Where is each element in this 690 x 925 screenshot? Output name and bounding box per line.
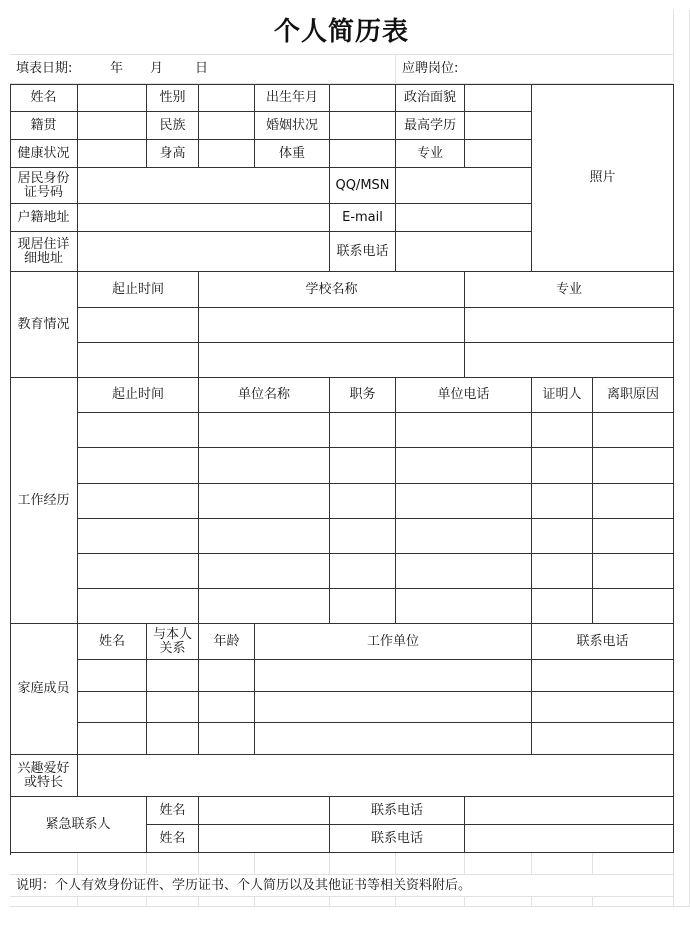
emergency-phone-label: 联系电话 (330, 825, 465, 853)
work-input[interactable] (330, 589, 396, 624)
position-label: 应聘岗位: (396, 55, 674, 84)
label-email: E-mail (330, 204, 396, 232)
date-label: 日 (195, 61, 209, 76)
hobby-label: 兴趣爱好 或特长 (10, 755, 78, 797)
work-input[interactable] (593, 519, 674, 554)
education-header: 专业 (465, 272, 674, 308)
label-qq: QQ/MSN (330, 168, 396, 204)
work-input[interactable] (593, 448, 674, 484)
label-native: 籍贯 (10, 112, 78, 140)
emergency-name-label: 姓名 (147, 797, 199, 825)
work-input[interactable] (593, 484, 674, 519)
family-input[interactable] (199, 723, 255, 755)
work-label: 工作经历 (10, 378, 78, 624)
empty-sheet-cell[interactable] (532, 853, 593, 875)
family-header: 与本人 关系 (147, 624, 199, 660)
hukou-input[interactable] (78, 204, 330, 232)
education-input[interactable] (465, 308, 674, 343)
work-input[interactable] (199, 519, 330, 554)
qq-input[interactable] (396, 168, 532, 204)
work-input[interactable] (396, 413, 532, 448)
label-birth: 出生年月 (255, 84, 330, 112)
fill-date-row (10, 55, 396, 84)
family-input[interactable] (147, 723, 199, 755)
work-input[interactable] (330, 484, 396, 519)
empty-sheet-column[interactable] (674, 10, 690, 907)
emergency-label: 紧急联系人 (10, 797, 147, 853)
work-input[interactable] (532, 519, 593, 554)
gender-input[interactable] (199, 84, 255, 112)
family-input[interactable] (255, 723, 532, 755)
family-input[interactable] (532, 692, 674, 723)
date-label: 月 (150, 61, 164, 76)
family-header: 年龄 (199, 624, 255, 660)
hobby-input[interactable] (78, 755, 674, 797)
empty-sheet-cell[interactable] (78, 853, 147, 875)
emergency-phone-label: 联系电话 (330, 797, 465, 825)
work-input[interactable] (593, 554, 674, 589)
empty-sheet-cell[interactable] (593, 897, 674, 907)
birth-input[interactable] (330, 84, 396, 112)
empty-sheet-cell[interactable] (255, 897, 330, 907)
empty-sheet-cell[interactable] (396, 853, 465, 875)
empty-sheet-cell[interactable] (147, 897, 199, 907)
work-input[interactable] (532, 554, 593, 589)
work-input[interactable] (199, 448, 330, 484)
major-input[interactable] (465, 140, 532, 168)
work-input[interactable] (396, 589, 532, 624)
work-input[interactable] (396, 484, 532, 519)
education-input[interactable] (465, 112, 532, 140)
emergency-name-input[interactable] (199, 825, 330, 853)
work-input[interactable] (330, 554, 396, 589)
family-input[interactable] (532, 723, 674, 755)
label-address: 现居住详 细地址 (10, 232, 78, 272)
work-input[interactable] (396, 519, 532, 554)
emergency-name-label: 姓名 (147, 825, 199, 853)
label-hukou: 户籍地址 (10, 204, 78, 232)
empty-sheet-cell[interactable] (78, 897, 147, 907)
empty-sheet-cell[interactable] (199, 897, 255, 907)
label-weight: 体重 (255, 140, 330, 168)
work-header: 起止时间 (78, 378, 199, 413)
family-input[interactable] (199, 692, 255, 723)
work-input[interactable] (532, 484, 593, 519)
work-header: 单位电话 (396, 378, 532, 413)
ethnic-input[interactable] (199, 112, 255, 140)
phone-input[interactable] (396, 232, 532, 272)
label-education: 最高学历 (396, 112, 465, 140)
empty-sheet-cell[interactable] (199, 853, 255, 875)
empty-sheet-cell[interactable] (330, 897, 396, 907)
family-input[interactable] (78, 692, 147, 723)
label-health: 健康状况 (10, 140, 78, 168)
empty-sheet-cell[interactable] (532, 897, 593, 907)
work-header: 单位名称 (199, 378, 330, 413)
label-phone: 联系电话 (330, 232, 396, 272)
work-header: 职务 (330, 378, 396, 413)
email-input[interactable] (396, 204, 532, 232)
id_number-input[interactable] (78, 168, 330, 204)
label-height: 身高 (147, 140, 199, 168)
work-input[interactable] (532, 589, 593, 624)
education-header: 起止时间 (78, 272, 199, 308)
label-marital: 婚姻状况 (255, 112, 330, 140)
work-input[interactable] (78, 448, 199, 484)
work-input[interactable] (396, 448, 532, 484)
marital-input[interactable] (330, 112, 396, 140)
education-header: 学校名称 (199, 272, 465, 308)
photo-cell: 照片 (532, 84, 674, 272)
empty-sheet-cell[interactable] (465, 897, 532, 907)
label-gender: 性别 (147, 84, 199, 112)
work-input[interactable] (532, 413, 593, 448)
label-id_number: 居民身份 证号码 (10, 168, 78, 204)
work-header: 证明人 (532, 378, 593, 413)
empty-sheet-cell[interactable] (330, 853, 396, 875)
work-input[interactable] (396, 554, 532, 589)
family-input[interactable] (255, 692, 532, 723)
label-name: 姓名 (10, 84, 78, 112)
empty-sheet-cell[interactable] (147, 853, 199, 875)
empty-sheet-cell[interactable] (10, 897, 78, 907)
note-text: 说明：个人有效身份证件、学历证书、个人简历以及其他证书等相关资料附后。 (10, 875, 674, 897)
work-input[interactable] (78, 519, 199, 554)
political-input[interactable] (465, 84, 532, 112)
family-input[interactable] (78, 660, 147, 692)
family-input[interactable] (78, 723, 147, 755)
emergency-phone-input[interactable] (465, 825, 674, 853)
empty-sheet-cell[interactable] (593, 853, 674, 875)
work-header: 离职原因 (593, 378, 674, 413)
family-header: 工作单位 (255, 624, 532, 660)
native-input[interactable] (78, 112, 147, 140)
work-input[interactable] (199, 589, 330, 624)
name-input[interactable] (78, 84, 147, 112)
work-input[interactable] (532, 448, 593, 484)
education-input[interactable] (465, 343, 674, 378)
empty-sheet-cell[interactable] (255, 853, 330, 875)
empty-sheet-cell[interactable] (465, 853, 532, 875)
page-title: 个人简历表 (10, 10, 674, 55)
work-input[interactable] (78, 589, 199, 624)
family-label: 家庭成员 (10, 624, 78, 755)
education-input[interactable] (78, 343, 199, 378)
work-input[interactable] (330, 519, 396, 554)
date-label: 填表日期: (16, 61, 73, 76)
label-major: 专业 (396, 140, 465, 168)
weight-input[interactable] (330, 140, 396, 168)
family-input[interactable] (532, 660, 674, 692)
label-ethnic: 民族 (147, 112, 199, 140)
work-input[interactable] (330, 413, 396, 448)
empty-sheet-cell[interactable] (10, 853, 78, 875)
work-input[interactable] (78, 484, 199, 519)
work-input[interactable] (199, 484, 330, 519)
date-label: 年 (110, 61, 124, 76)
education-input[interactable] (199, 343, 465, 378)
family-input[interactable] (147, 692, 199, 723)
work-input[interactable] (78, 554, 199, 589)
emergency-phone-input[interactable] (465, 797, 674, 825)
height-input[interactable] (199, 140, 255, 168)
education-input[interactable] (199, 308, 465, 343)
emergency-name-input[interactable] (199, 797, 330, 825)
empty-sheet-cell[interactable] (396, 897, 465, 907)
family-input[interactable] (255, 660, 532, 692)
address-input[interactable] (78, 232, 330, 272)
label-political: 政治面貌 (396, 84, 465, 112)
education-input[interactable] (78, 308, 199, 343)
family-header: 姓名 (78, 624, 147, 660)
work-input[interactable] (199, 554, 330, 589)
family-input[interactable] (199, 660, 255, 692)
education-label: 教育情况 (10, 272, 78, 378)
work-input[interactable] (199, 413, 330, 448)
work-input[interactable] (593, 589, 674, 624)
work-input[interactable] (78, 413, 199, 448)
health-input[interactable] (78, 140, 147, 168)
work-input[interactable] (330, 448, 396, 484)
family-header: 联系电话 (532, 624, 674, 660)
work-input[interactable] (593, 413, 674, 448)
family-input[interactable] (147, 660, 199, 692)
